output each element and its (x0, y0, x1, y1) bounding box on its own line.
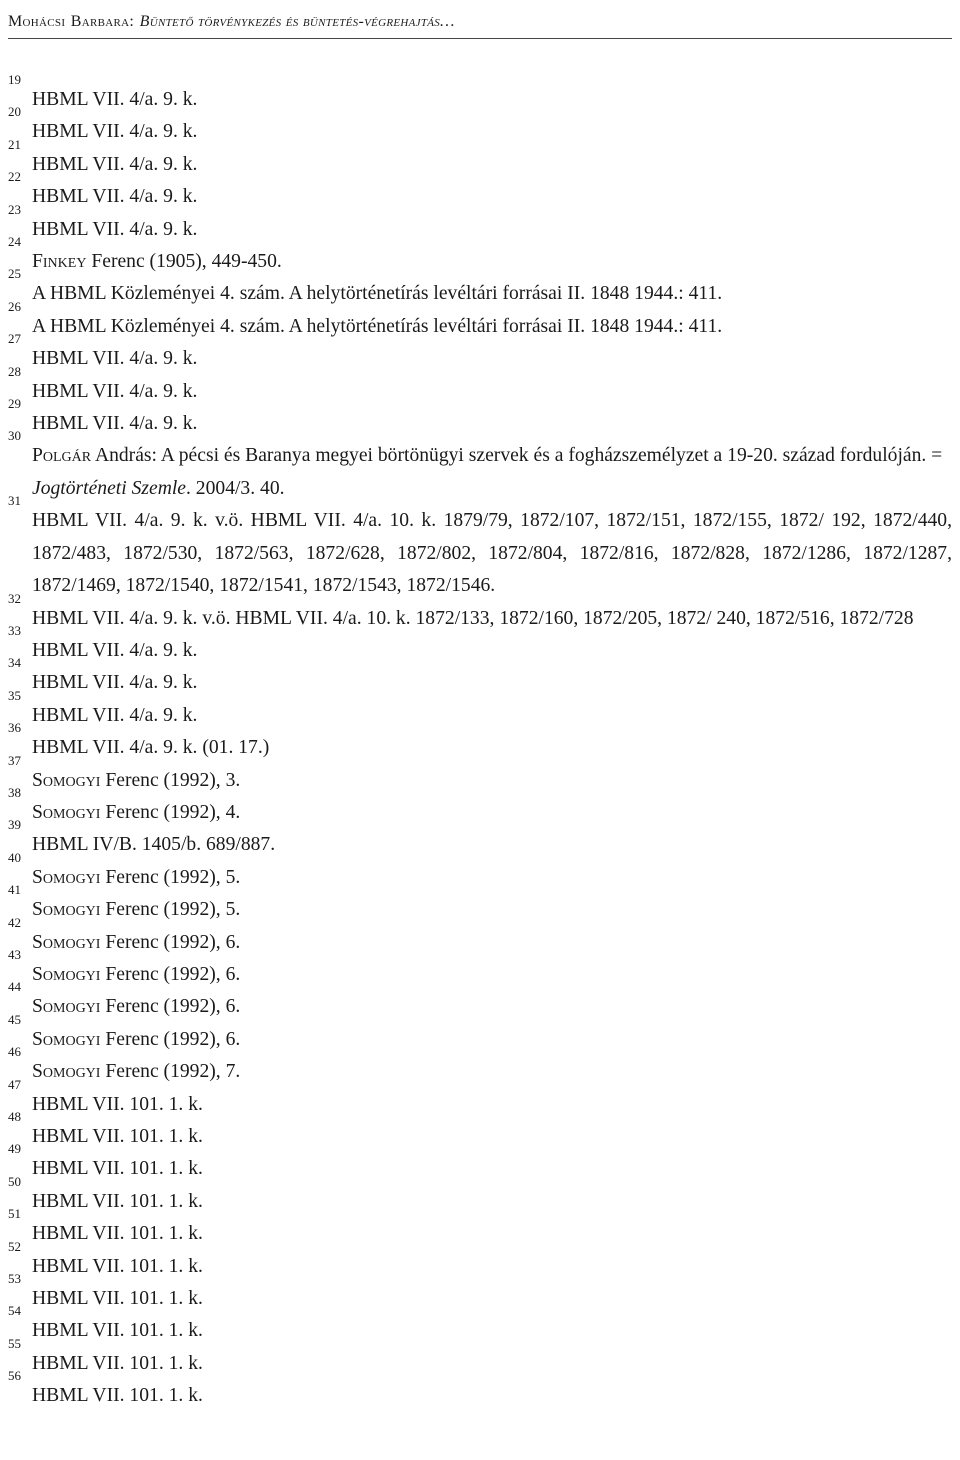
footnote-text (32, 829, 952, 861)
running-header (8, 4, 952, 37)
footnote-text (32, 408, 952, 440)
footnote-34 (8, 655, 952, 699)
footnote-19 (8, 72, 952, 120)
footnote-37 (8, 752, 952, 800)
footnote-number: 53 (8, 1271, 21, 1287)
footnote-body: HBML VII. 101. 1. k. (32, 1190, 203, 1212)
footnote-text (32, 927, 952, 959)
footnote-text (32, 1348, 952, 1380)
footnote-number: 38 (8, 784, 21, 800)
footnote-number: 56 (8, 1368, 21, 1384)
footnote-number: 34 (8, 655, 21, 671)
footnote-number: 47 (8, 1076, 21, 1092)
footnote-body: Ferenc (1992), 6. (100, 1028, 241, 1050)
footnote-text (32, 1283, 952, 1315)
footnote-body: HBML VII. 4/a. 9. k. (32, 89, 198, 110)
footnote-31 (8, 493, 952, 602)
footnote-47 (8, 1076, 952, 1124)
footnote-number: 31 (8, 493, 21, 509)
footnote-39 (8, 817, 952, 861)
footnote-49 (8, 1141, 952, 1185)
footnote-number: 22 (8, 169, 21, 185)
footnote-author: Somogyi (32, 1028, 101, 1050)
footnote-number: 30 (8, 428, 21, 444)
footnote-body: HBML VII. 101. 1. k. (32, 1352, 203, 1374)
footnote-text (32, 214, 952, 246)
footnote-body: HBML VII. 4/a. 9. k. (32, 672, 198, 694)
footnote-body: Ferenc (1992), 7. (100, 1061, 241, 1083)
footnote-body: Ferenc (1992), 5. (100, 866, 241, 888)
footnote-text (32, 797, 952, 829)
footnote-body: HBML VII. 4/a. 9. k. (32, 218, 198, 240)
footnote-text (32, 1056, 952, 1088)
footnote-text (20, 603, 952, 635)
footnote-number: 39 (8, 817, 21, 833)
footnote-text (32, 700, 952, 732)
footnote-33 (8, 622, 952, 671)
footnote-50 (8, 1173, 952, 1222)
footnote-number: 50 (8, 1173, 21, 1189)
footnote-body: Ferenc (1992), 6. (100, 931, 241, 953)
footnote-51 (8, 1206, 952, 1250)
footnote-number: 54 (8, 1303, 21, 1319)
footnote-body: HBML VII. 4/a. 9. k. (32, 348, 198, 370)
header-author-first: Mohácsi (8, 13, 66, 30)
footnote-number: 55 (8, 1335, 21, 1351)
footnote-author: Somogyi (32, 899, 101, 921)
footnote-author: Finkey (32, 251, 87, 273)
footnote-body: A HBML Közleményei 4. szám. A helytörténetírás levéltári forrásai II. 1848 1944.: 411. (32, 283, 723, 305)
footnote-text (32, 991, 952, 1023)
footnote-text (32, 278, 952, 310)
footnote-44 (8, 979, 952, 1023)
header-author-last: Barbara: (70, 13, 135, 30)
footnote-55 (8, 1335, 952, 1384)
header-title: Büntető törvénykezés és büntetés-végrehajtás… (139, 13, 455, 30)
footnote-number: 46 (8, 1044, 21, 1060)
footnote-56 (8, 1368, 952, 1412)
footnote-46 (8, 1044, 952, 1088)
footnote-number: 24 (8, 234, 21, 250)
footnote-text (32, 667, 952, 699)
footnote-21 (8, 136, 952, 185)
footnote-24 (8, 234, 952, 282)
footnote-54 (8, 1303, 952, 1347)
footnote-body: Ferenc (1992), 6. (100, 963, 241, 985)
footnote-35 (8, 687, 952, 736)
footnote-body: HBML VII. 101. 1. k. (32, 1223, 203, 1245)
footnote-42 (8, 914, 952, 962)
footnote-number: 51 (8, 1206, 21, 1222)
footnote-author: Somogyi (32, 996, 101, 1018)
footnote-author: Somogyi (32, 1061, 101, 1083)
footnote-22 (8, 169, 952, 213)
footnote-number: 48 (8, 1109, 21, 1124)
footnote-43 (8, 946, 952, 995)
footnote-38 (8, 784, 952, 833)
footnote-body: HBML VII. 101. 1. k. (32, 1320, 203, 1342)
footnote-number: 42 (8, 914, 21, 930)
footnote-number: 19 (8, 72, 21, 87)
footnote-text (32, 1153, 952, 1185)
footnote-53 (8, 1271, 952, 1319)
footnote-45 (8, 1011, 952, 1060)
footnote-tail: . 2004/3. 40. (186, 477, 285, 499)
footnote-text (32, 959, 952, 991)
footnotes-list (8, 72, 952, 1413)
footnote-body: HBML VII. 101. 1. k. (32, 1255, 203, 1277)
footnote-number: 23 (8, 201, 21, 217)
footnote-number: 36 (8, 720, 21, 736)
footnote-body: HBML VII. 4/a. 9. k. (32, 704, 198, 726)
footnote-text (32, 246, 952, 278)
footnote-body: HBML VII. 101. 1. k. (32, 1385, 203, 1407)
footnote-body: HBML VII. 4/a. 9. k. (01. 17.) (32, 737, 270, 759)
footnote-number: 52 (8, 1238, 21, 1254)
footnote-body: HBML VII. 101. 1. k. (32, 1288, 203, 1310)
footnote-40 (8, 849, 952, 898)
footnote-body: András: A pécsi és Baranya megyei börtönügyi szervek és a fogházszemélyzet a 19-20. század fordulóján. = (91, 445, 943, 467)
footnote-26 (8, 298, 952, 347)
footnote-number: 27 (8, 331, 21, 347)
footnote-body: HBML VII. 4/a. 9. k. (32, 186, 198, 208)
footnote-36 (8, 720, 952, 764)
footnote-text (32, 1186, 952, 1218)
footnote-text (32, 343, 952, 375)
footnote-author: Somogyi (32, 931, 101, 953)
footnote-author: Somogyi (32, 801, 101, 823)
footnote-body: HBML VII. 101. 1. k. (32, 1093, 203, 1115)
footnote-author: Polgár (32, 445, 92, 467)
footnote-text (32, 149, 952, 181)
footnote-body: Ferenc (1992), 5. (100, 899, 241, 921)
footnote-number: 20 (8, 104, 21, 120)
footnote-text (20, 440, 952, 505)
footnote-body: HBML IV/B. 1405/b. 689/887. (32, 834, 276, 856)
footnote-text (32, 635, 952, 667)
footnote-number: 43 (8, 946, 21, 962)
footnote-body: HBML VII. 4/a. 9. k. (32, 153, 198, 175)
footnote-48 (8, 1109, 952, 1157)
footnote-body: HBML VII. 4/a. 9. k. (32, 413, 198, 435)
footnote-body: Ferenc (1992), 6. (100, 996, 241, 1018)
footnote-number: 33 (8, 622, 21, 638)
footnote-text (32, 181, 952, 213)
footnote-number: 37 (8, 752, 21, 768)
footnote-52 (8, 1238, 952, 1287)
footnote-number: 28 (8, 363, 21, 379)
footnote-body: HBML VII. 4/a. 9. k. (32, 639, 198, 661)
footnote-text (32, 1315, 952, 1347)
footnote-29 (8, 396, 952, 444)
footnote-text (32, 1121, 952, 1153)
footnote-number: 26 (8, 298, 21, 314)
footnote-text (32, 376, 952, 408)
footnote-41 (8, 882, 952, 926)
footnote-text (32, 1218, 952, 1250)
footnote-body: HBML VII. 101. 1. k. (32, 1126, 203, 1147)
footnote-number: 32 (8, 590, 21, 606)
footnote-number: 41 (8, 882, 21, 898)
footnote-body: Ferenc (1992), 3. (100, 769, 241, 791)
footnote-text (20, 505, 952, 602)
footnote-number: 35 (8, 687, 21, 703)
footnote-23 (8, 201, 952, 250)
footnote-number: 25 (8, 266, 21, 282)
footnote-journal: Jogtörténeti Szemle (32, 477, 186, 499)
footnote-28 (8, 363, 952, 412)
footnote-text (32, 1024, 952, 1056)
footnote-number: 44 (8, 979, 21, 995)
footnote-body: HBML VII. 4/a. 9. k. (32, 121, 198, 143)
footnote-author: Somogyi (32, 769, 101, 791)
footnote-author: Somogyi (32, 963, 101, 985)
footnote-number: 29 (8, 396, 21, 412)
footnote-body: Ferenc (1992), 4. (100, 801, 241, 823)
footnote-25 (8, 266, 952, 310)
footnote-text (32, 765, 952, 797)
footnote-body: HBML VII. 4/a. 9. k. v.ö. HBML VII. 4/a. 10. k. 1879/79, 1872/107, 1872/151, 1872/155, 1872/ 192, 1872/440, 1872/483, 1872/530, 1872/563, 1872/628, 1872/802, 1872/804, 1872/816, 1872/828, 1872/1286, 1872/1287, 1872/1469, 1872/1540, 1872/1541, 1872/1543, 1872/1546. (32, 510, 952, 597)
header-rule (8, 38, 952, 39)
footnote-text (32, 1251, 952, 1283)
footnote-number: 40 (8, 849, 21, 865)
footnote-number: 45 (8, 1011, 21, 1027)
footnote-body: HBML VII. 4/a. 9. k. (32, 380, 198, 402)
footnote-text (32, 84, 952, 116)
footnote-text (32, 862, 952, 894)
footnote-20 (8, 104, 952, 148)
footnote-number: 21 (8, 136, 21, 152)
footnote-32 (8, 590, 952, 638)
footnote-text (32, 1089, 952, 1121)
footnote-text (32, 1380, 952, 1412)
footnote-body: A HBML Közleményei 4. szám. A helytörténetírás levéltári forrásai II. 1848 1944.: 411. (32, 315, 723, 337)
footnote-text (32, 894, 952, 926)
footnote-30 (8, 428, 952, 509)
footnote-text (32, 732, 952, 764)
footnote-text (32, 116, 952, 148)
footnote-text (32, 311, 952, 343)
footnote-body: HBML VII. 4/a. 9. k. v.ö. HBML VII. 4/a. 10. k. 1872/133, 1872/160, 1872/205, 1872/ 240, 1872/516, 1872/728 (32, 607, 914, 629)
footnote-author: Somogyi (32, 866, 101, 888)
footnote-body: Ferenc (1905), 449-450. (86, 251, 282, 273)
footnote-27 (8, 331, 952, 375)
footnote-number: 49 (8, 1141, 21, 1157)
footnote-body: HBML VII. 101. 1. k. (32, 1158, 203, 1180)
